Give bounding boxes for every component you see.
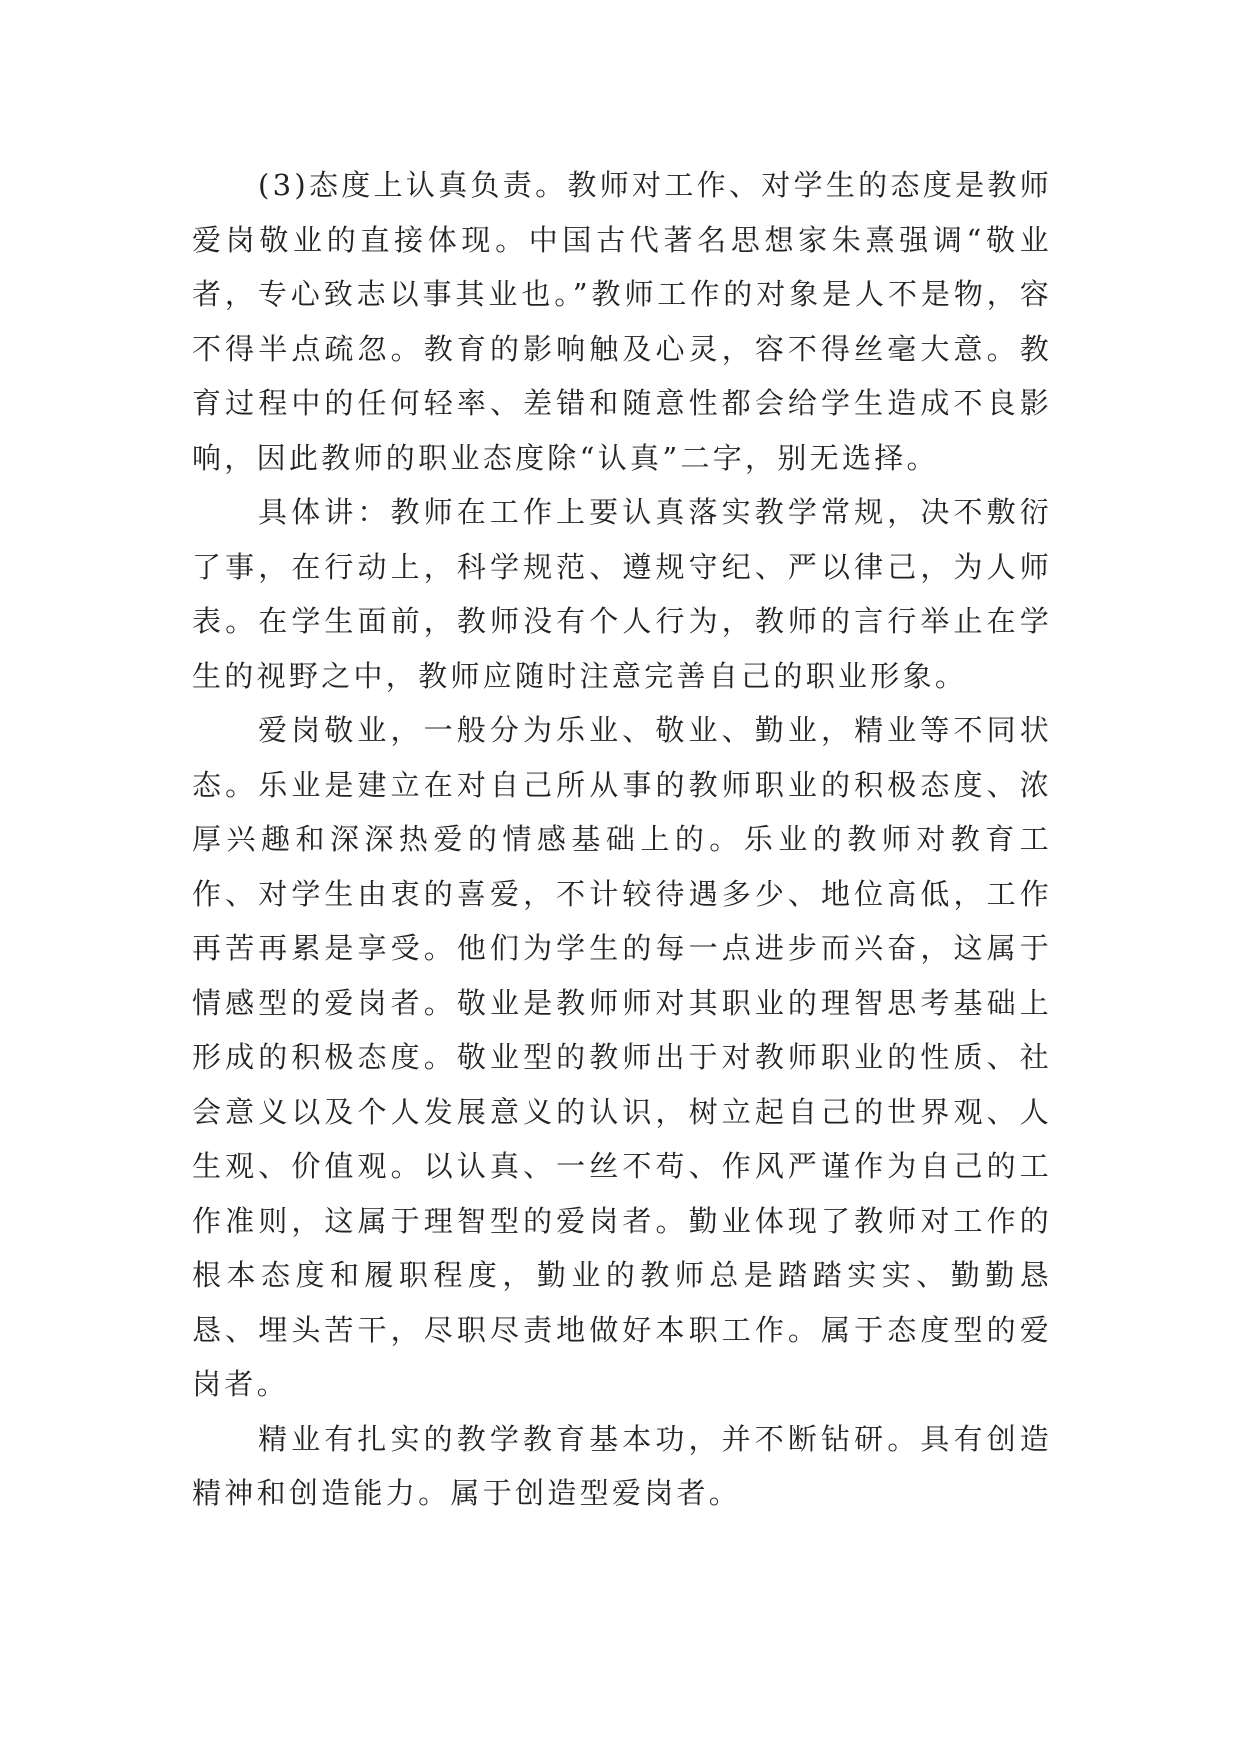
- document-body: [192, 158, 1052, 1521]
- paragraph-excellence: 精业有扎实的教学教育基本功，并不断钻研。具有创造精神和创造能力。属于创造型爱岗者。: [192, 1421, 1052, 1510]
- paragraph-attitude: (3)态度上认真负责。教师对工作、对学生的态度是教师爱岗敬业的直接体现。中国古代著名思想家朱熹强调“敬业者，专心致志以事其业也。”教师工作的对象是人不是物，容不得半点疏忽。教育的影响触及心灵，容不得丝毫大意。教育过程中的任何轻率、差错和随意性都会给学生造成不良影响，因此教师的职业态度除“认真”二字，别无选择。: [192, 168, 1052, 475]
- paragraph-dedication-types: 爱岗敬业，一般分为乐业、敬业、勤业，精业等不同状态。乐业是建立在对自己所从事的教师职业的积极态度、浓厚兴趣和深深热爱的情感基础上的。乐业的教师对教育工作、对学生由衷的喜爱，不计较待遇多少、地位高低，工作再苦再累是享受。他们为学生的每一点进步而兴奋，这属于情感型的爱岗者。敬业是教师师对其职业的理智思考基础上形成的积极态度。敬业型的教师出于对教师职业的性质、社会意义以及个人发展意义的认识，树立起自己的世界观、人生观、价值观。以认真、一丝不苟、作风严谨作为自己的工作准则，这属于理智型的爱岗者。勤业体现了教师对工作的根本态度和履职程度，勤业的教师总是踏踏实实、勤勤恳恳、埋头苦干，尽职尽责地做好本职工作。属于态度型的爱岗者。: [192, 713, 1052, 1401]
- paragraph-specifics: 具体讲：教师在工作上要认真落实教学常规，决不敷衍了事，在行动上，科学规范、遵规守纪、严以律己，为人师表。在学生面前，教师没有个人行为，教师的言行举止在学生的视野之中，教师应随时注意完善自己的职业形象。: [192, 495, 1052, 693]
